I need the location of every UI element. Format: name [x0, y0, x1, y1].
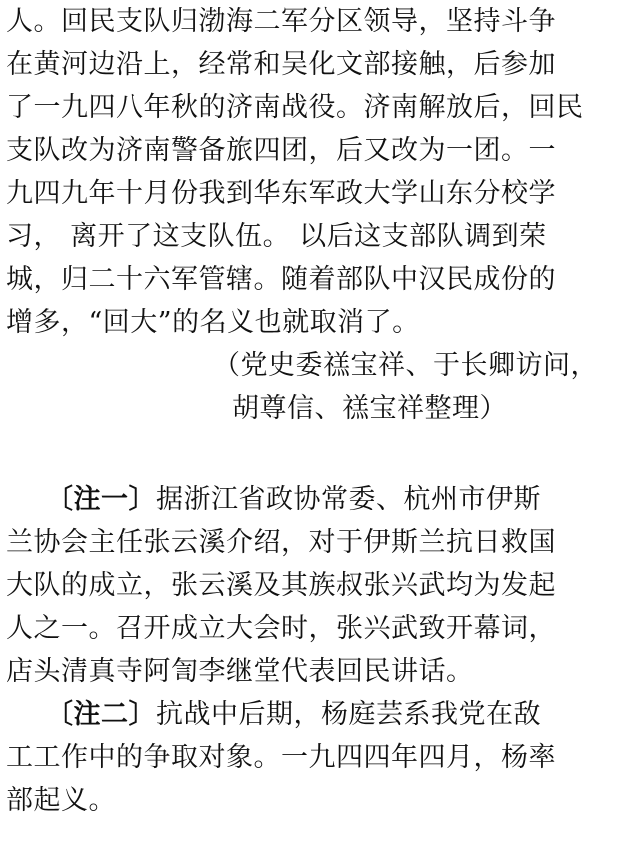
note2-line-3: 部起义。	[6, 785, 116, 816]
note2-line-1	[46, 695, 636, 735]
body-line-8: 增多，“回大”的名义也就取消了。	[6, 307, 420, 338]
note1-line-3: 大队的成立，张云溪及其族叔张兴武均为发起	[6, 570, 556, 601]
note1-line-5: 店头清真寺阿訇李继堂代表回民讲话。	[6, 656, 474, 687]
note1-line-2: 兰协会主任张云溪介绍，对于伊斯兰抗日救国	[6, 527, 556, 558]
body-line-4: 支队改为济南警备旅四团，后又改为一团。一	[6, 135, 556, 166]
body-line-7: 城，归二十六军管辖。随着部队中汉民成份的	[6, 264, 556, 295]
body-line-3: 了一九四八年秋的济南战役。济南解放后，回民	[6, 92, 584, 123]
note2-text-1: 抗战中后期，杨庭芸系我党在敌	[156, 699, 541, 730]
body-line-5: 九四九年十月份我到华东军政大学山东分校学	[6, 178, 556, 209]
note1-line-1	[46, 480, 636, 520]
note2-mark: 〔注二〕	[46, 699, 156, 730]
note2-line-2: 工工作中的争取对象。一九四四年四月，杨率	[6, 742, 556, 773]
credit-line-2: 胡尊信、禚宝祥整理）	[232, 393, 507, 424]
body-line-2: 在黄河边沿上，经常和吴化文部接触，后参加	[6, 49, 556, 80]
body-line-6: 习， 离开了这支队伍。 以后这支部队调到荣	[6, 221, 547, 252]
body-line-1: 人。回民支队归渤海二军分区领导，坚持斗争	[6, 6, 556, 37]
note1-mark: 〔注一〕	[46, 484, 156, 515]
credit-line-1: （党史委禚宝祥、于长卿访问，	[213, 350, 598, 381]
note1-line-4: 人之一。召开成立大会时，张兴武致开幕词，	[6, 613, 556, 644]
note1-text-1: 据浙江省政协常委、杭州市伊斯	[156, 484, 541, 515]
